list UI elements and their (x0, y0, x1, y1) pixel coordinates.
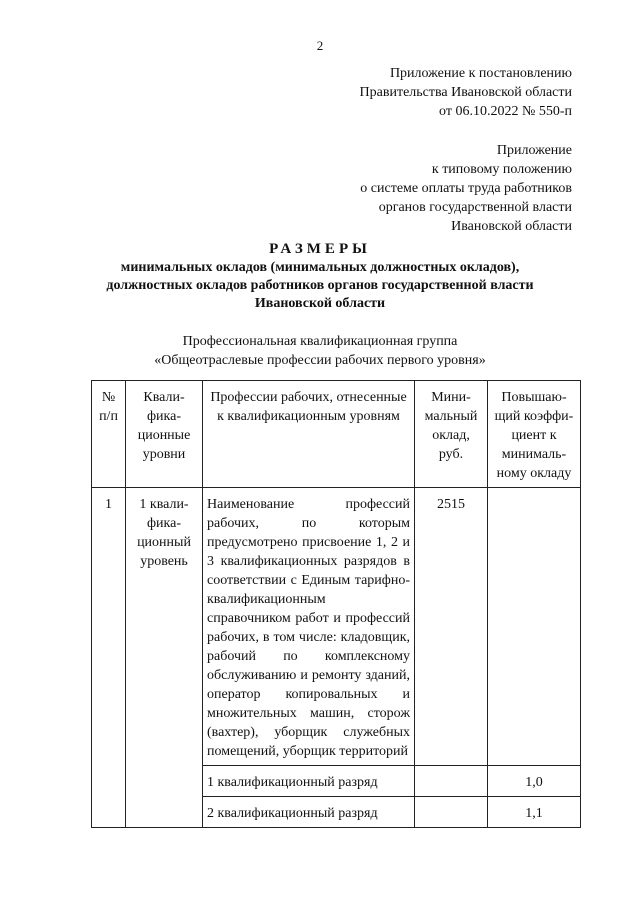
group-line: Профессиональная квалификационная группа (182, 334, 458, 349)
grade-label: 2 квалификационный разряд (203, 797, 415, 828)
appendix-line: от 06.10.2022 № 550-п (439, 104, 572, 119)
page-number: 2 (316, 38, 324, 53)
group-line: «Общеотраслевые профессии рабочих первого уровня» (154, 353, 486, 368)
document-title (60, 240, 580, 313)
row-min-salary: 2515 (415, 488, 488, 766)
appendix-line: Приложение (496, 143, 572, 158)
title-line: минимальных окладов (минимальных должностных окладов), (120, 260, 520, 275)
appendix-line: Ивановской области (451, 219, 572, 234)
header-level: Квали-фика-ционные уровни (126, 381, 203, 488)
title-line: Ивановской области (254, 296, 386, 311)
grade-salary-empty (415, 766, 488, 797)
header-min-salary: Мини-мальный оклад, руб. (415, 381, 488, 488)
row-professions: Наименование профессий рабочих, по которым предусмотрено присвоение 1, 2 и 3 квалификационных разрядов в соответствии с Единым тарифно-квалификационным справочником работ и профессий рабочих, в том числе: кладовщик, рабочий по комплексному обслуживанию и ремонту зданий, оператор копировальных и множительных машин, сторож (вахтер), уборщик служебных помещений, уборщик территорий (203, 488, 415, 766)
row-level: 1 квали-фика-ционный уровень (126, 488, 203, 828)
title-main: РАЗМЕРЫ (269, 241, 371, 257)
appendix-line: о системе оплаты труда работников (360, 181, 572, 196)
table-row (92, 488, 581, 766)
appendix-header-regulation (360, 141, 572, 236)
appendix-line: Приложение к постановлению (389, 66, 572, 81)
appendix-line: Правительства Ивановской области (359, 85, 572, 100)
qualification-group-title (60, 332, 580, 370)
header-coefficient: Повышаю-щий коэффи-циент к минималь-ному окладу (488, 381, 581, 488)
appendix-header-resolution (360, 64, 572, 121)
salary-table (91, 380, 581, 828)
appendix-line: к типовому положению (431, 162, 572, 177)
title-line: должностных окладов работников органов государственной власти (106, 278, 534, 293)
grade-salary-empty (415, 797, 488, 828)
header-professions: Профессии рабочих, отнесенные к квалификационным уровням (203, 381, 415, 488)
table-header-row (92, 381, 581, 488)
row-coefficient-empty (488, 488, 581, 766)
grade-coefficient: 1,1 (488, 797, 581, 828)
appendix-line: органов государственной власти (378, 200, 572, 215)
grade-coefficient: 1,0 (488, 766, 581, 797)
header-number: № п/п (92, 381, 126, 488)
row-number: 1 (92, 488, 126, 828)
grade-label: 1 квалификационный разряд (203, 766, 415, 797)
